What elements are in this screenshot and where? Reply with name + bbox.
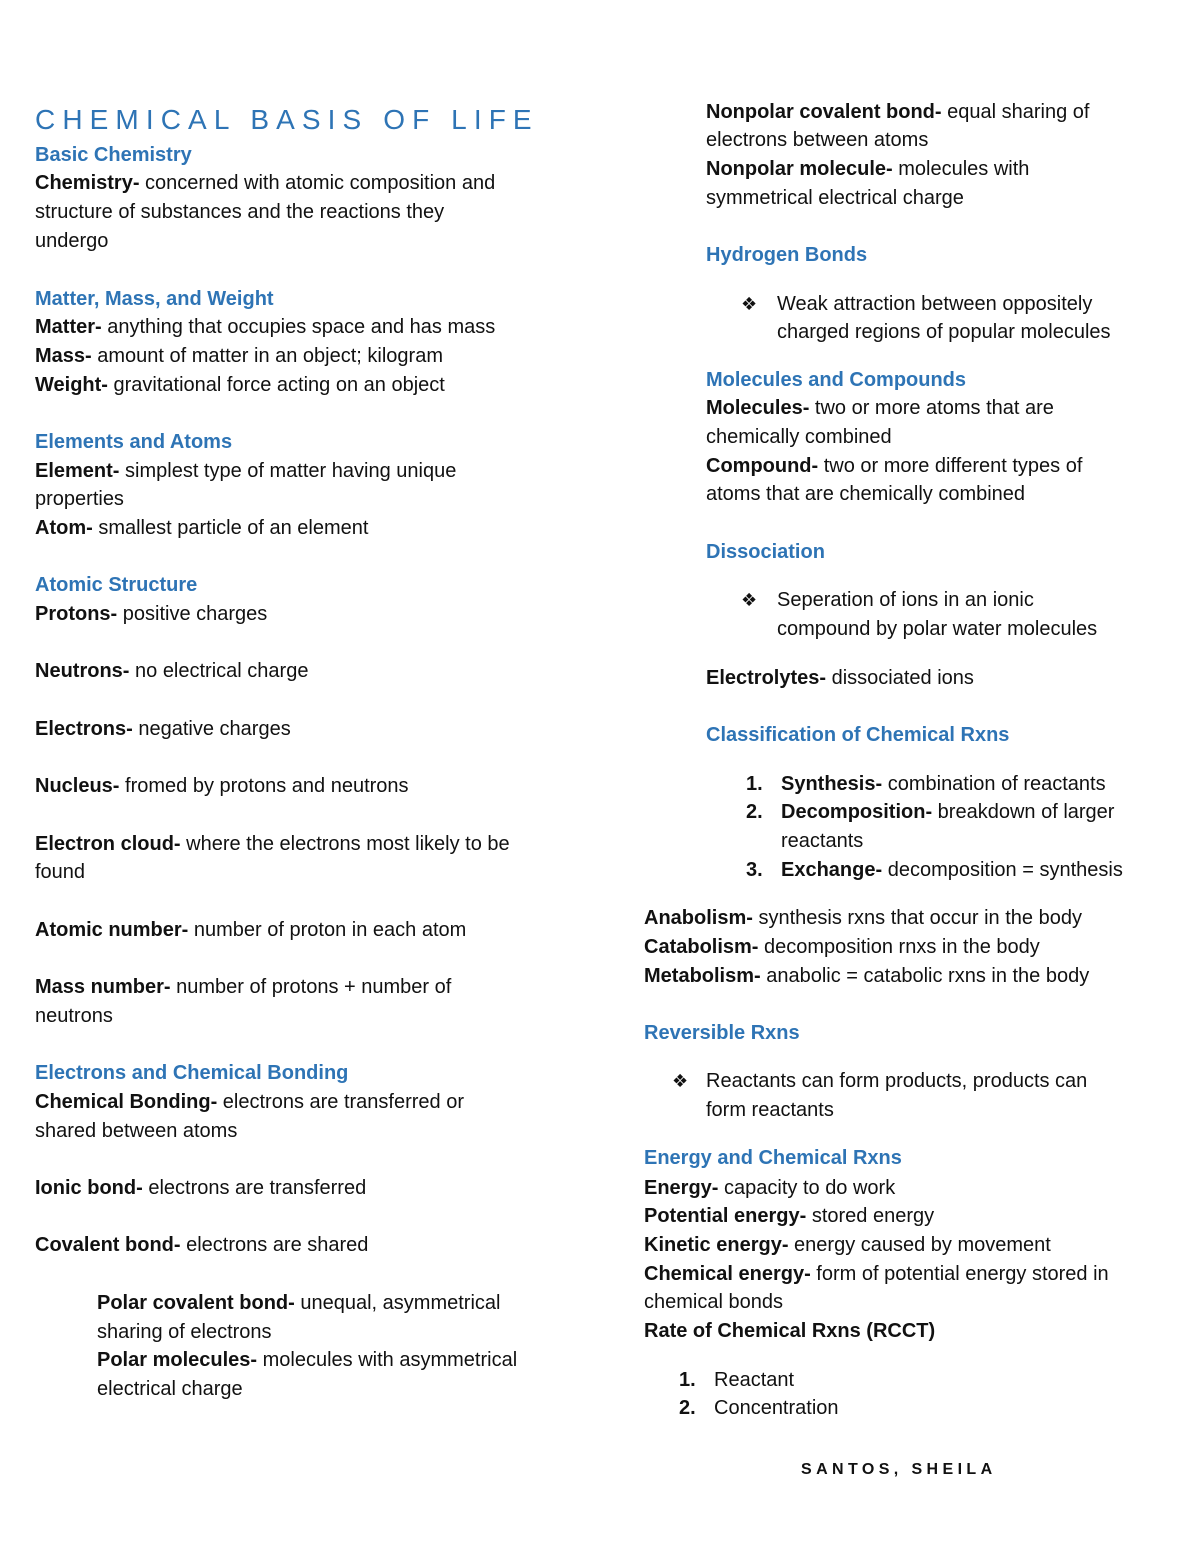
definition-text: decomposition = synthesis [882, 859, 1123, 881]
definition-anabolism [644, 904, 1082, 933]
term: Weight- [35, 374, 108, 396]
definition-text: two or more atoms that are [809, 397, 1054, 419]
term: Metabolism- [644, 965, 761, 987]
bullet-line: compound by polar water molecules [777, 618, 1098, 640]
term: Mass- [35, 345, 92, 367]
definition-catabolism [644, 933, 1040, 962]
heading-energy-rxns: Energy and Chemical Rxns [644, 1147, 902, 1169]
list-item: Concentration [714, 1397, 839, 1419]
heading-molecules-compounds: Molecules and Compounds [706, 369, 967, 391]
term: Atomic number- [35, 919, 189, 941]
definition-text: concerned with atomic composition and [139, 172, 496, 194]
list-item [781, 856, 1123, 885]
definition-weight [35, 371, 445, 400]
term: Electron cloud- [35, 833, 181, 855]
term: Covalent bond- [35, 1234, 181, 1256]
definition-text: smallest particle of an element [92, 517, 369, 539]
definition-text: amount of matter in an object; kilogram [91, 345, 443, 367]
heading-atomic-structure: Atomic Structure [35, 574, 198, 596]
term: Anabolism- [644, 907, 753, 929]
definition-text: fromed by protons and neutrons [119, 775, 409, 797]
definition-energy [644, 1174, 895, 1203]
definition-nucleus [35, 772, 409, 801]
definition-text: number of protons + number of [170, 976, 452, 998]
definition-text: electrons are transferred [142, 1177, 367, 1199]
definition-text: combination of reactants [882, 773, 1106, 795]
list-number: 1. [679, 1369, 696, 1391]
term: Compound- [706, 455, 819, 477]
definition-protons [35, 600, 267, 629]
definition-text: equal sharing of [941, 101, 1090, 123]
definition-text: dissociated ions [826, 667, 974, 689]
page-title: CHEMICAL BASIS OF LIFE [35, 104, 539, 135]
definition-line: found [35, 861, 86, 883]
definition-compound [706, 452, 1082, 481]
term: Catabolism- [644, 936, 759, 958]
term: Polar covalent bond- [97, 1292, 295, 1314]
term: Nucleus- [35, 775, 120, 797]
heading-hydrogen-bonds: Hydrogen Bonds [706, 244, 868, 266]
definition-text: unequal, asymmetrical [294, 1292, 501, 1314]
definition-text: electrons are shared [180, 1234, 369, 1256]
list-item [781, 798, 1114, 827]
definition-text: anything that occupies space and has mass [101, 316, 496, 338]
term: Electrons- [35, 718, 133, 740]
term: Atom- [35, 517, 93, 539]
definition-electrolytes [706, 664, 974, 693]
definition-polar-molecules [97, 1346, 517, 1375]
definition-line: electrons between atoms [706, 129, 929, 151]
heading-matter-mass-weight: Matter, Mass, and Weight [35, 288, 274, 310]
term: Chemical Bonding- [35, 1091, 218, 1113]
definition-text: stored energy [806, 1205, 935, 1227]
definition-line: chemically combined [706, 426, 892, 448]
term: Energy- [644, 1177, 719, 1199]
definition-text: decomposition rnxs in the body [758, 936, 1040, 958]
definition-line: chemical bonds [644, 1291, 783, 1313]
definition-element [35, 457, 456, 486]
term: Chemical energy- [644, 1263, 811, 1285]
definition-line: reactants [781, 830, 864, 852]
definition-text: positive charges [117, 603, 268, 625]
definition-text: electrons are transferred or [217, 1091, 465, 1113]
author-footer: SANTOS, SHEILA [801, 1461, 997, 1478]
definition-chemical-energy [644, 1260, 1109, 1289]
definition-mass-number [35, 973, 451, 1002]
definition-line: shared between atoms [35, 1120, 238, 1142]
term: Mass number- [35, 976, 171, 998]
definition-kinetic-energy [644, 1231, 1051, 1260]
bullet-line: form reactants [706, 1099, 834, 1121]
term: Nonpolar molecule- [706, 158, 893, 180]
heading-dissociation: Dissociation [706, 541, 825, 563]
diamond-bullet-icon: ❖ [741, 590, 758, 610]
definition-text: anabolic = catabolic rxns in the body [760, 965, 1090, 987]
heading-chemical-bonding: Electrons and Chemical Bonding [35, 1062, 349, 1084]
heading-classification: Classification of Chemical Rxns [706, 724, 1010, 746]
definition-text: molecules with [892, 158, 1030, 180]
definition-polar-covalent-bond [97, 1289, 500, 1318]
definition-electrons [35, 715, 291, 744]
definition-text: two or more different types of [818, 455, 1083, 477]
term: Potential energy- [644, 1205, 807, 1227]
definition-text: capacity to do work [718, 1177, 896, 1199]
heading-elements-atoms: Elements and Atoms [35, 431, 233, 453]
list-number: 3. [746, 859, 763, 881]
list-item: Reactant [714, 1369, 795, 1391]
bullet-line: Seperation of ions in an ionic [777, 589, 1034, 611]
definition-line: electrical charge [97, 1378, 243, 1400]
definition-line: neutrons [35, 1005, 113, 1027]
definition-matter [35, 313, 495, 342]
term: Molecules- [706, 397, 810, 419]
definition-line: atoms that are chemically combined [706, 483, 1026, 505]
definition-nonpolar-covalent-bond [706, 98, 1089, 127]
definition-chemistry [35, 169, 495, 198]
definition-covalent-bond [35, 1231, 368, 1260]
definition-text: where the electrons most likely to be [180, 833, 510, 855]
term: Polar molecules- [97, 1349, 258, 1371]
term: Matter- [35, 316, 102, 338]
definition-text: breakdown of larger [932, 801, 1115, 823]
definition-line: structure of substances and the reactions they [35, 201, 445, 223]
list-number: 1. [746, 773, 763, 795]
term: Exchange- [781, 859, 883, 881]
definition-electron-cloud [35, 830, 510, 859]
definition-mass [35, 342, 443, 371]
definition-text: no electrical charge [129, 660, 309, 682]
definition-line: sharing of electrons [97, 1321, 272, 1343]
term: Kinetic energy- [644, 1234, 789, 1256]
definition-text: molecules with asymmetrical [257, 1349, 518, 1371]
definition-line: undergo [35, 230, 109, 252]
definition-line: symmetrical electrical charge [706, 187, 964, 209]
rate-label: Rate of Chemical Rxns (RCCT) [644, 1320, 936, 1342]
bullet-line: Reactants can form products, products can [706, 1070, 1088, 1092]
definition-potential-energy [644, 1202, 934, 1231]
definition-neutrons [35, 657, 308, 686]
list-number: 2. [679, 1397, 696, 1419]
list-number: 2. [746, 801, 763, 823]
definition-line: properties [35, 488, 124, 510]
bullet-line: Weak attraction between oppositely [777, 293, 1093, 315]
definition-atom [35, 514, 368, 543]
definition-chemical-bonding [35, 1088, 464, 1117]
definition-metabolism [644, 962, 1089, 991]
diamond-bullet-icon: ❖ [741, 294, 758, 314]
definition-atomic-number [35, 916, 466, 945]
definition-text: negative charges [132, 718, 291, 740]
heading-reversible-rxns: Reversible Rxns [644, 1022, 800, 1044]
definition-ionic-bond [35, 1174, 366, 1203]
term: Decomposition- [781, 801, 933, 823]
list-item [781, 770, 1106, 799]
diamond-bullet-icon: ❖ [672, 1071, 689, 1091]
definition-text: energy caused by movement [788, 1234, 1051, 1256]
term: Nonpolar covalent bond- [706, 101, 942, 123]
definition-text: form of potential energy stored in [810, 1263, 1109, 1285]
term: Element- [35, 460, 120, 482]
term: Ionic bond- [35, 1177, 143, 1199]
bullet-line: charged regions of popular molecules [777, 321, 1111, 343]
term: Electrolytes- [706, 667, 827, 689]
term: Synthesis- [781, 773, 883, 795]
term: Chemistry- [35, 172, 140, 194]
heading-basic-chemistry: Basic Chemistry [35, 144, 192, 166]
definition-text: synthesis rxns that occur in the body [752, 907, 1082, 929]
definition-text: simplest type of matter having unique [119, 460, 457, 482]
definition-text: number of proton in each atom [188, 919, 467, 941]
definition-molecules [706, 394, 1054, 423]
term: Neutrons- [35, 660, 130, 682]
definition-nonpolar-molecule [706, 155, 1029, 184]
definition-text: gravitational force acting on an object [107, 374, 445, 396]
term: Protons- [35, 603, 118, 625]
